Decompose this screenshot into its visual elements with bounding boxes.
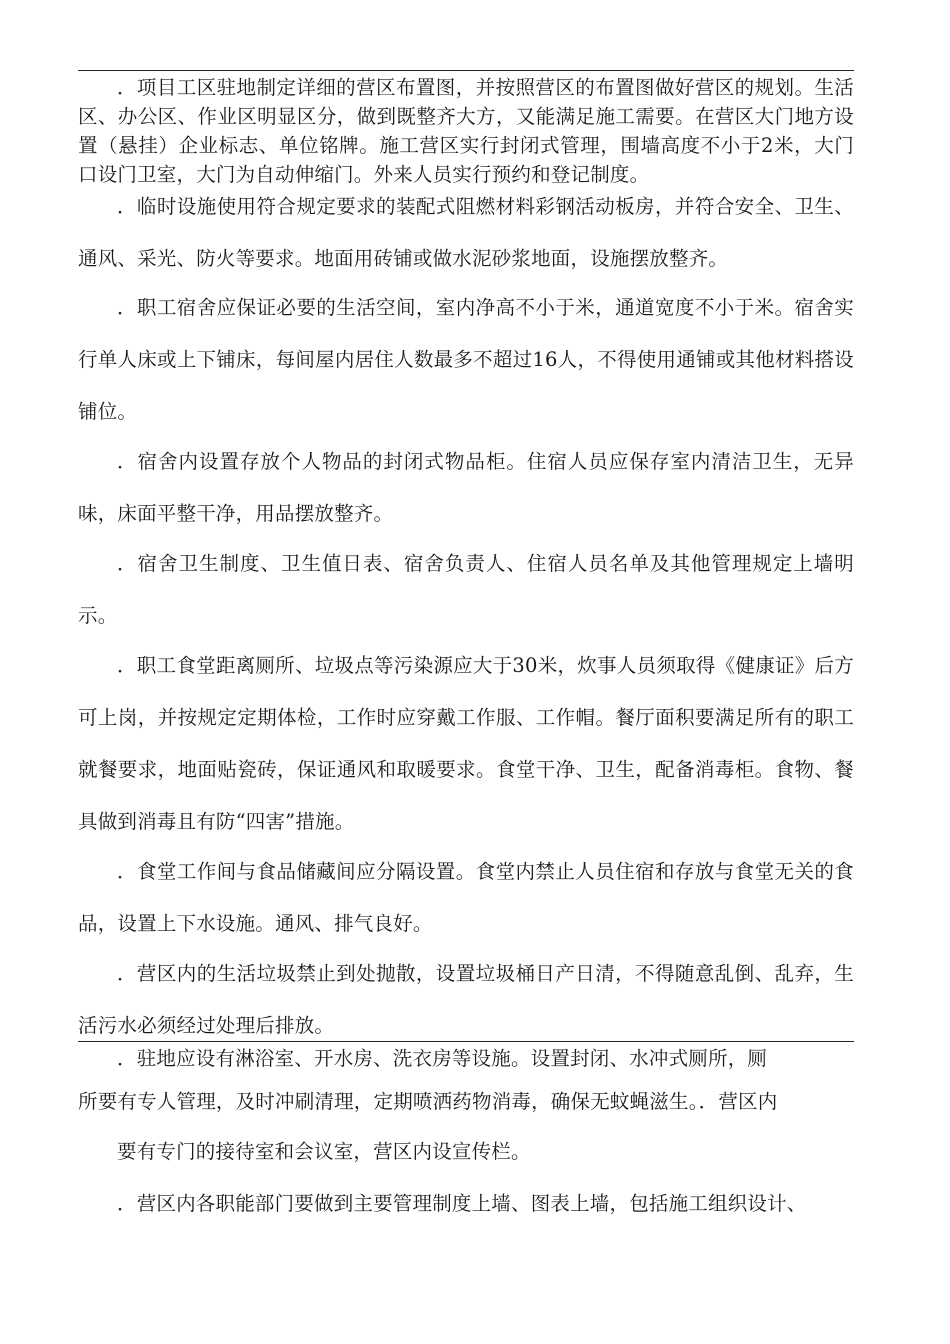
paragraph-departments-line-1: ．营区内各职能部门要做到主要管理制度上墙、图表上墙，包括施工组织设计、 [117,1192,807,1215]
paragraph-camp-layout: ．项目工区驻地制定详细的营区布置图，并按照营区的布置图做好营区的规划。生活区、办公区、作业区明显区分，做到既整齐大方，又能满足施工需要。在营区大门地方设置（悬挂）企业标志、单位铭牌。施工营区实行封闭式管理，围墙高度不小于2米，大门口设门卫室，大门为自动伸缩门。外来人员实行预约和登记制度。 [78,76,854,186]
paragraph-canteen-storage: ．食堂工作间与食品储藏间应分隔设置。食堂内禁止人员住宿和存放与食堂无关的食品，设置上下水设施。通风、排气良好。 [78,860,854,935]
paragraph-dormitory-rules: ．宿舍卫生制度、卫生值日表、宿舍负责人、住宿人员名单及其他管理规定上墙明示。 [78,552,854,627]
paragraph-facilities-line-3: 要有专门的接待室和会议室，营区内设宣传栏。 [117,1140,531,1163]
paragraph-garbage: ．营区内的生活垃圾禁止到处抛散，设置垃圾桶日产日清，不得随意乱倒、乱弃，生活污水必须经过处理后排放。 [78,962,854,1037]
middle-rule [78,1041,854,1042]
paragraph-dormitory-space: ．职工宿舍应保证必要的生活空间，室内净高不小于米，通道宽度不小于米。宿舍实行单人床或上下铺床，每间屋内居住人数最多不超过16人，不得使用通铺或其他材料搭设铺位。 [78,296,854,423]
paragraph-facilities-line-2: 所要有专人管理，及时冲刷清理，定期喷洒药物消毒，确保无蚊蝇滋生。．营区内 [78,1090,778,1113]
top-rule [78,70,854,71]
paragraph-dormitory-lockers: ．宿舍内设置存放个人物品的封闭式物品柜。住宿人员应保存室内清洁卫生，无异味，床面平整干净，用品摆放整齐。 [78,450,854,525]
paragraph-canteen: ．职工食堂距离厕所、垃圾点等污染源应大于30米，炊事人员须取得《健康证》后方可上岗，并按规定定期体检，工作时应穿戴工作服、工作帽。餐厅面积要满足所有的职工就餐要求，地面贴瓷砖，保证通风和取暖要求。食堂干净、卫生，配备消毒柜。食物、餐具做到消毒且有防“四害”措施。 [78,654,854,833]
paragraph-facilities-line-1: ．驻地应设有淋浴室、开水房、洗衣房等设施。设置封闭、水冲式厕所，厕 [117,1047,768,1070]
paragraph-temporary-facilities: ．临时设施使用符合规定要求的装配式阻燃材料彩钢活动板房，并符合安全、卫生、通风、采光、防火等要求。地面用砖铺或做水泥砂浆地面，设施摆放整齐。 [78,195,854,270]
